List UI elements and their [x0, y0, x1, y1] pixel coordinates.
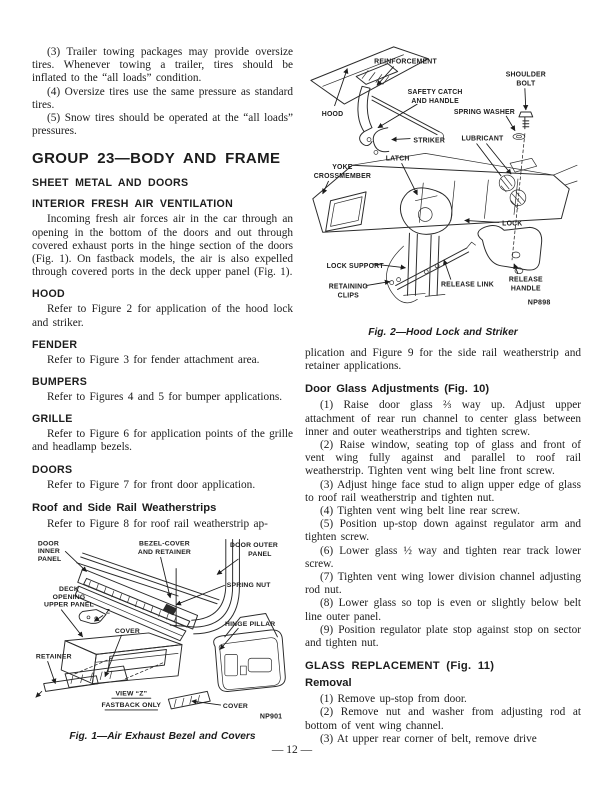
- fig2-label-yoke-crossmember: YOKE: [332, 164, 353, 172]
- step: (9) Position regulator plate stop against stop on sector and tighten nut.: [305, 623, 581, 650]
- svg-text:OPENING: OPENING: [52, 593, 86, 601]
- fig2-label-striker: STRIKER: [413, 137, 446, 145]
- svg-text:PANEL: PANEL: [37, 555, 62, 563]
- fig1-diagram: [32, 535, 293, 727]
- fig2-label-release-link: RELEASE LINK: [441, 281, 494, 289]
- fig2-label-reinforcement: REINFORCEMENT: [374, 58, 437, 66]
- svg-text:INNER: INNER: [37, 548, 60, 556]
- step: (2) Remove nut and washer from adjusting rod at bottom of vent wing channel.: [305, 706, 581, 732]
- fig1-labels: [36, 540, 282, 720]
- fig1-caption: Fig. 1—Air Exhaust Bezel and Covers: [69, 731, 256, 743]
- svg-text:CROSSMEMBER: CROSSMEMBER: [313, 173, 372, 181]
- svg-text:AND RETAINER: AND RETAINER: [137, 549, 192, 557]
- section-bumpers: [32, 376, 293, 404]
- ventilation-heading: INTERIOR FRESH AIR VENTILATION: [32, 198, 234, 211]
- fig1-label-door-outer-panel: DOOR OUTER: [230, 542, 279, 550]
- right-column: [305, 33, 581, 746]
- step: (6) Lower glass ½ way and tighten rear track lower screw.: [305, 544, 581, 570]
- step: (1) Raise door glass ⅔ way up. Adjust upper attachment of rear run channel to center glass between inner and outer weatherstrips and tighten screw.: [305, 399, 581, 438]
- door-glass-heading: Door Glass Adjustments (Fig. 10): [305, 383, 490, 396]
- paragraph: (4) Oversize tires use the same pressure as standard tires.: [32, 85, 293, 111]
- paragraph: Refer to Figure 8 for roof rail weatherstrip ap-: [47, 517, 268, 530]
- step: (7) Tighten vent wing lower division channel adjusting rod nut.: [305, 571, 581, 597]
- fig1-label-retainer: RETAINER: [35, 653, 72, 661]
- svg-text:FASTBACK ONLY: FASTBACK ONLY: [101, 702, 162, 710]
- fig2-label-lock-support: LOCK SUPPORT: [326, 262, 384, 270]
- paragraph: (3) Trailer towing packages may provide oversize tires. Whenever towing a trailer, tires should be inflated to the “all loads” condition.: [32, 46, 293, 85]
- grille-heading: GRILLE: [32, 413, 73, 426]
- fig1-label-deck-opening: DECK: [58, 586, 80, 594]
- paragraph: Refer to Figure 6 for application points of the grille and headlamp bezels.: [32, 428, 293, 454]
- step: (3) At upper rear corner of belt, remove drive: [320, 732, 537, 745]
- fig2-label-latch: LATCH: [385, 155, 410, 163]
- fig2-label-lubricant: LUBRICANT: [461, 135, 504, 143]
- fig1-label-z-marker: Z: [105, 608, 111, 616]
- bumpers-heading: BUMPERS: [32, 376, 88, 389]
- fig2-diagram: [305, 37, 581, 323]
- section-fender: [32, 339, 293, 367]
- section-doors: [32, 464, 293, 492]
- fig1-label-spring-nut: SPRING NUT: [226, 582, 271, 590]
- step: (8) Lower glass so top is even or slightly below belt line outer panel.: [305, 597, 581, 623]
- fig2-label-safety-catch: SAFETY CATCH: [407, 89, 463, 97]
- fig2-label-lock: LOCK: [502, 220, 523, 228]
- fender-heading: FENDER: [32, 338, 78, 351]
- paragraph: Refer to Figure 3 for fender attachment area.: [47, 353, 260, 366]
- step: (1) Remove up-stop from door.: [320, 693, 467, 706]
- paragraph: Incoming fresh air forces air in the car through an opening in the bottom of the doors and out through covered exhaust ports in the hinge section of the doors (Fig. 1). On fastback models, the air is also expelled through covered ports in the deck upper panel (Fig. 1).: [32, 213, 293, 279]
- section-hood: [32, 288, 293, 329]
- fig1-label-cover-top: COVER: [114, 628, 141, 636]
- svg-text:CLIPS: CLIPS: [337, 292, 359, 300]
- fig1-label-door-inner-panel: DOOR: [37, 540, 60, 548]
- fig2-label-release-handle: RELEASE: [508, 276, 543, 284]
- fig2-label-spring-washer: SPRING WASHER: [453, 108, 515, 116]
- fig1-label-cover-bottom: COVER: [222, 702, 249, 710]
- fig2-label-shoulder-bolt: SHOULDER: [505, 71, 546, 79]
- step: (3) Adjust hinge face stud to align upper edge of glass to roof rail weatherstrip and tighten nut.: [305, 478, 581, 504]
- fig1-label-bezel-cover: BEZEL-COVER: [139, 540, 190, 548]
- page-number: — 12 —: [271, 744, 313, 756]
- paragraph: Refer to Figure 2 for application of the hood lock and striker.: [32, 303, 293, 329]
- fig1-label-hinge-pillar: HINGE PILLAR: [225, 621, 276, 629]
- fig2-caption: Fig. 2—Hood Lock and Striker: [368, 327, 518, 338]
- glass-replacement-heading: GLASS REPLACEMENT (Fig. 11): [305, 660, 495, 673]
- svg-text:AND HANDLE: AND HANDLE: [411, 98, 459, 106]
- section-grille: [32, 413, 293, 454]
- svg-text:PANEL: PANEL: [248, 551, 272, 559]
- paragraph: Refer to Figure 7 for front door application.: [47, 478, 256, 491]
- svg-text:HANDLE: HANDLE: [510, 285, 541, 293]
- fig2-label-hood: HOOD: [321, 110, 344, 118]
- fig2-code: NP898: [527, 298, 551, 307]
- group-heading: GROUP 23—BODY AND FRAME: [32, 150, 281, 168]
- left-column: [32, 46, 293, 742]
- fig2-label-retaining-clips: RETAINING: [328, 283, 368, 291]
- removal-heading: Removal: [305, 677, 352, 690]
- section-heading: SHEET METAL AND DOORS: [32, 177, 189, 190]
- paragraph: (5) Snow tires should be operated at the “all loads” pressures.: [32, 112, 293, 138]
- svg-text:BOLT: BOLT: [516, 80, 536, 88]
- fig1-code: NP901: [259, 713, 283, 721]
- paragraph: plication and Figure 9 for the side rail weatherstrip and retainer applications.: [305, 347, 581, 373]
- doors-heading: DOORS: [32, 463, 73, 476]
- fig1-label-view-z: VIEW “Z”: [115, 690, 148, 698]
- weatherstrip-heading: Roof and Side Rail Weatherstrips: [32, 501, 217, 514]
- step: (2) Raise window, seating top of glass and front of vent wing fully against and parallel to roof rail weatherstrip. Tighten vent wing belt line front screw.: [305, 439, 581, 478]
- step: (5) Position up-stop down against regulator arm and tighten screw.: [305, 518, 581, 544]
- hood-heading: HOOD: [32, 288, 65, 301]
- paragraph: Refer to Figures 4 and 5 for bumper applications.: [47, 391, 283, 404]
- step: (4) Tighten vent wing belt line rear screw.: [320, 505, 520, 518]
- svg-text:UPPER PANEL: UPPER PANEL: [44, 601, 94, 609]
